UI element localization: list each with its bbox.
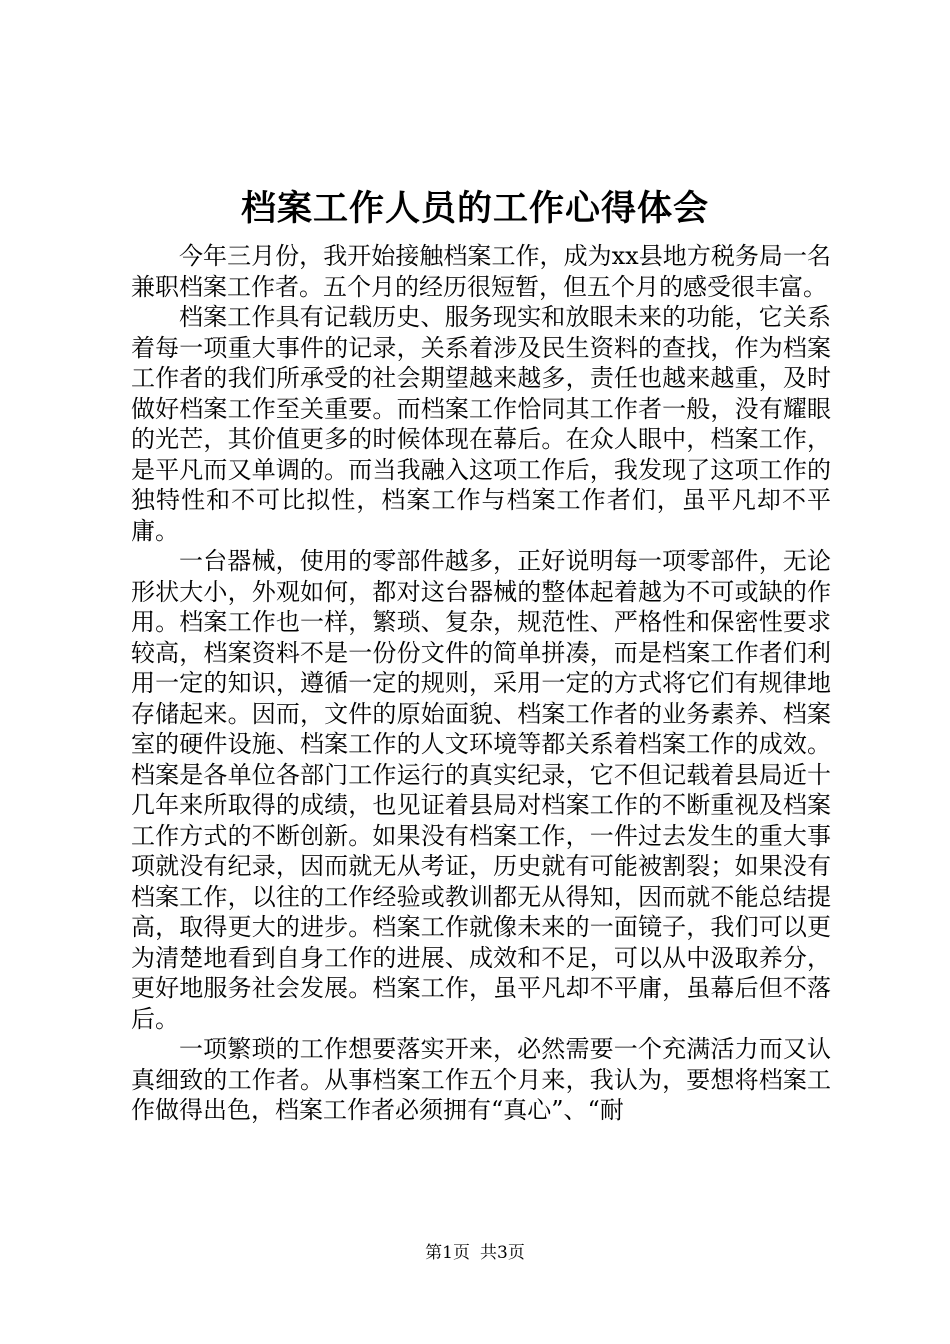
paragraph-4: 一项繁琐的工作想要落实开来，必然需要一个充满活力而又认真细致的工作者。从事档案工作五个月来，我认为，要想将档案工作做得出色，档案工作者必须拥有“真心”、“耐 bbox=[131, 1035, 831, 1124]
document-body bbox=[131, 241, 831, 1126]
page-number-current: 第1页 bbox=[425, 1243, 470, 1263]
paragraph-3: 一台器械，使用的零部件越多，正好说明每一项零部件，无论形状大小，外观如何，都对这台器械的整体起着越为不可或缺的作用。档案工作也一样，繁琐、复杂，规范性、严格性和保密性要求较高，档案资料不是一份份文件的简单拼凑，而是档案工作者们利用一定的知识，遵循一定的规则，采用一定的方式将它们有规律地存储起来。因而，文件的原始面貌、档案工作者的业务素养、档案室的硬件设施、档案工作的人文环境等都关系着档案工作的成效。档案是各单位各部门工作运行的真实纪录，它不但记载着县局近十几年来所取得的成绩，也见证着县局对档案工作的不断重视及档案工作方式的不断创新。如果没有档案工作，一件过去发生的重大事项就没有纪录，因而就无从考证，历史就有可能被割裂；如果没有档案工作，以往的工作经验或教训都无从得知，因而就不能总结提高，取得更大的进步。档案工作就像未来的一面镜子，我们可以更为清楚地看到自身工作的进展、成效和不足，可以从中汲取养分，更好地服务社会发展。档案工作，虽平凡却不平庸，虽幕后但不落后。 bbox=[131, 547, 831, 1033]
paragraph-1: 今年三月份，我开始接触档案工作，成为xx县地方税务局一名兼职档案工作者。五个月的经历很短暂，但五个月的感受很丰富。 bbox=[131, 242, 831, 301]
document-title: 档案工作人员的工作心得体会 bbox=[240, 188, 709, 229]
paragraph-2: 档案工作具有记载历史、服务现实和放眼未来的功能，它关系着每一项重大事件的记录，关系着涉及民生资料的查找，作为档案工作者的我们所承受的社会期望越来越多，责任也越来越重，及时做好档案工作至关重要。而档案工作恰同其工作者一般，没有耀眼的光芒，其价值更多的时候体现在幕后。在众人眼中，档案工作，是平凡而又单调的。而当我融入这项工作后，我发现了这项工作的独特性和不可比拟性，档案工作与档案工作者们，虽平凡却不平庸。 bbox=[131, 303, 831, 545]
page-number-total: 共3页 bbox=[480, 1243, 525, 1263]
page-footer bbox=[0, 1242, 950, 1264]
